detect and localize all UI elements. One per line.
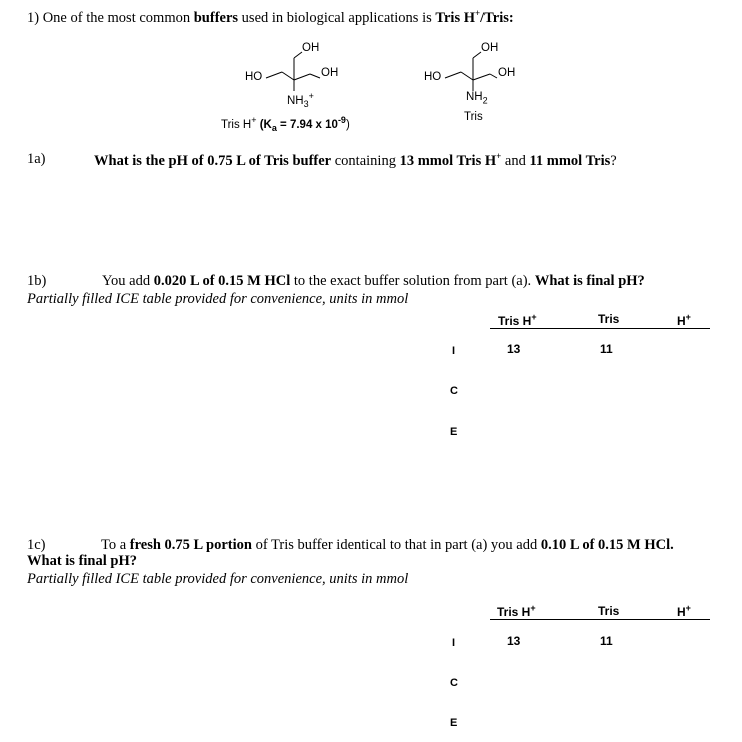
ice-c-row-c: C [450, 677, 458, 689]
ice-c-initial-tris: 11 [600, 634, 613, 648]
ice-b-header-h: H+ [677, 312, 691, 328]
q1b-question: You add 0.020 L of 0.15 M HCl to the exact buffer solution from part (a). What is final pH? [102, 273, 645, 289]
left-oh-top-label: OH [302, 42, 320, 54]
q1a-label: 1a) [27, 151, 46, 167]
ice-c-header-h: H+ [677, 603, 691, 619]
ice-b-initial-tris-h: 13 [507, 342, 521, 356]
right-nh2-label: $NH_2$ [466, 91, 488, 106]
right-ho-label: HO [424, 71, 442, 83]
q1c-question-line2: What is final pH? [27, 553, 137, 569]
ice-c-initial-tris-h: 13 [507, 634, 521, 648]
ice-c-header-tris-h: Tris H+ [497, 603, 536, 619]
ice-c-row-e: E [450, 717, 458, 729]
ice-c-header-rule [490, 619, 710, 620]
ice-b-header-tris-h: Tris H+ [498, 312, 537, 328]
left-ho-label: HO [245, 71, 263, 83]
q1c-question: To a fresh 0.75 L portion of Tris buffer identical to that in part (a) you add 0.10 L of 0.15 M HCl. [101, 537, 674, 553]
question-1-intro: 1) One of the most common buffers used in biological applications is Tris H+/Tris: [27, 8, 514, 26]
ice-c-row-i: I [452, 637, 456, 649]
tris-h-caption: Tris H+ ($K_a = 7.94$ x $10^{-9}$) [221, 115, 350, 134]
ice-b-row-e: E [450, 426, 458, 438]
q1a-question: What is the pH of 0.75 L of Tris buffer containing 13 mmol Tris H+ and 11 mmol Tris? [94, 151, 617, 169]
ice-b-initial-tris: 11 [600, 342, 613, 356]
q1b-note: Partially filled ICE table provided for convenience, units in mmol [27, 291, 409, 307]
q1c-note: Partially filled ICE table provided for convenience, units in mmol [27, 571, 409, 587]
ice-b-header-rule [490, 328, 710, 329]
tris-caption: Tris [464, 111, 483, 123]
left-nh3-label: $NH_3^+$ [287, 91, 314, 110]
q1c-label: 1c) [27, 537, 46, 553]
ice-b-row-i: I [452, 345, 456, 357]
ice-b-row-c: C [450, 385, 458, 397]
q1b-label: 1b) [27, 273, 47, 289]
ice-c-header-tris: Tris [598, 604, 620, 618]
left-oh-right-label: OH [321, 67, 339, 79]
right-oh-top-label: OH [481, 42, 499, 54]
ice-b-header-tris: Tris [598, 312, 620, 326]
right-oh-right-label: OH [498, 67, 516, 79]
